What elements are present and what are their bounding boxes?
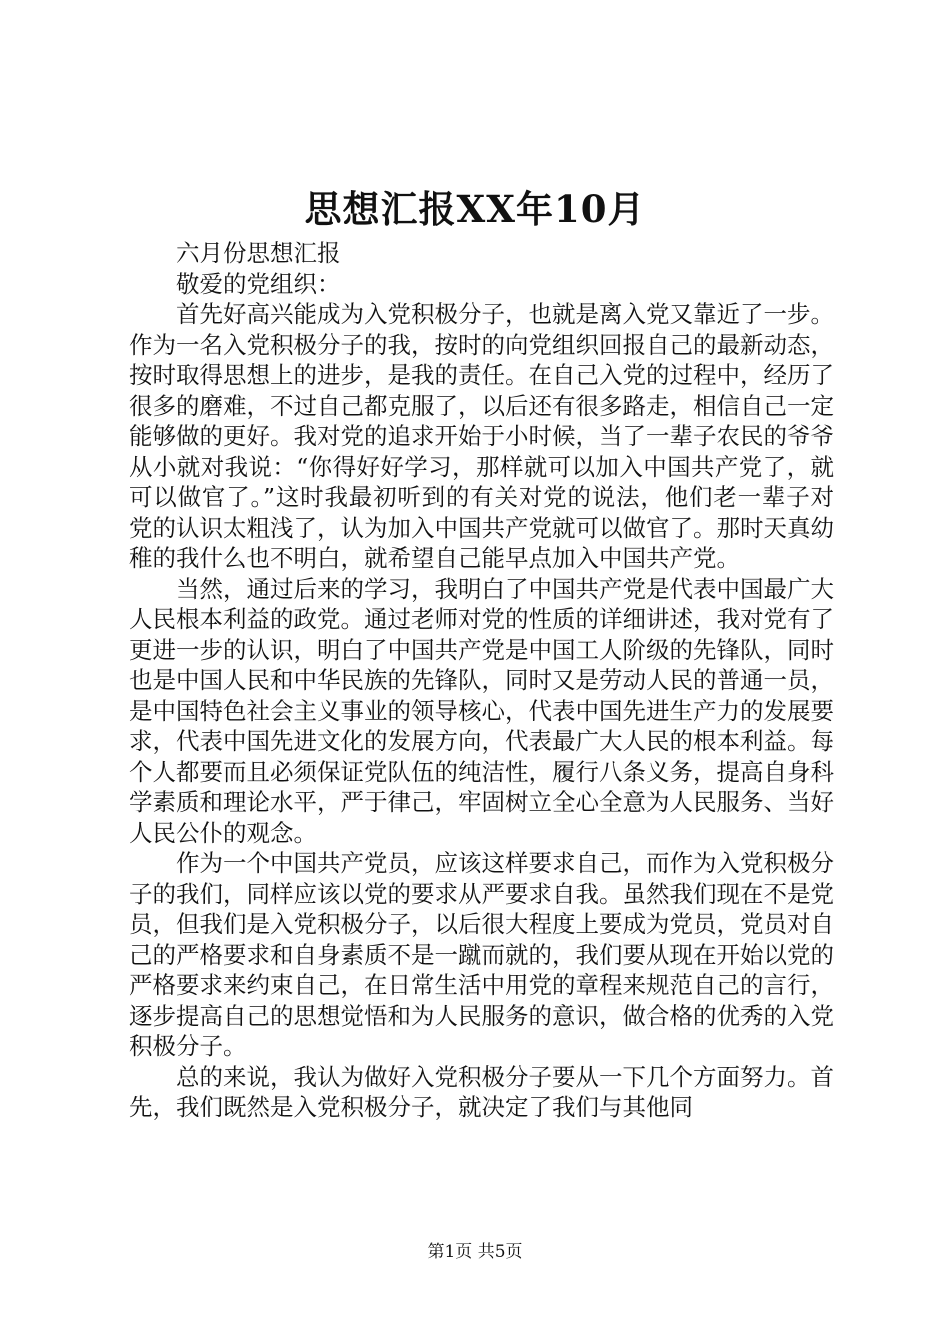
paragraph-subtitle: 六月份思想汇报 [176,239,341,267]
document-title: 思想汇报XX年10月 [304,187,646,231]
paragraph-body-4: 总的来说，我认为做好入党积极分子要从一下几个方面努力。首先，我们既然是入党积极分子，就决定了我们与其他同 [129,1062,834,1121]
document-body [129,238,834,1123]
paragraph-body-1: 首先好高兴能成为入党积极分子，也就是离入党又靠近了一步。作为一名入党积极分子的我，按时的向党组织回报自己的最新动态，按时取得思想上的进步，是我的责任。在自己入党的过程中，经历了很多的磨难，不过自己都克服了，以后还有很多路走，相信自己一定能够做的更好。我对党的追求开始于小时候，当了一辈子农民的爷爷从小就对我说：“你得好好学习，那样就可以加入中国共产党了，就可以做官了。”这时我最初听到的有关对党的说法，他们老一辈子对党的认识太粗浅了，认为加入中国共产党就可以做官了。那时天真幼稚的我什么也不明白，就希望自己能早点加入中国共产党。 [129,300,834,572]
page-number-footer: 第1页 共5页 [427,1242,523,1262]
paragraph-body-3: 作为一个中国共产党员，应该这样要求自己，而作为入党积极分子的我们，同样应该以党的要求从严要求自我。虽然我们现在不是党员，但我们是入党积极分子，以后很大程度上要成为党员，党员对自己的严格要求和自身素质不是一蹴而就的，我们要从现在开始以党的严格要求来约束自己，在日常生活中用党的章程来规范自己的言行，逐步提高自己的思想觉悟和为人民服务的意识，做合格的优秀的入党积极分子。 [129,849,834,1060]
paragraph-body-2: 当然，通过后来的学习，我明白了中国共产党是代表中国最广大人民根本利益的政党。通过老师对党的性质的详细讲述，我对党有了更进一步的认识，明白了中国共产党是中国工人阶级的先锋队，同时也是中国人民和中华民族的先锋队，同时又是劳动人民的普通一员，是中国特色社会主义事业的领导核心，代表中国先进生产力的发展要求，代表中国先进文化的发展方向，代表最广大人民的根本利益。每个人都要而且必须保证党队伍的纯洁性，履行八条义务，提高自身科学素质和理论水平，严于律己，牢固树立全心全意为人民服务、当好人民公仆的观念。 [129,574,834,847]
paragraph-salutation: 敬爱的党组织： [176,269,341,298]
